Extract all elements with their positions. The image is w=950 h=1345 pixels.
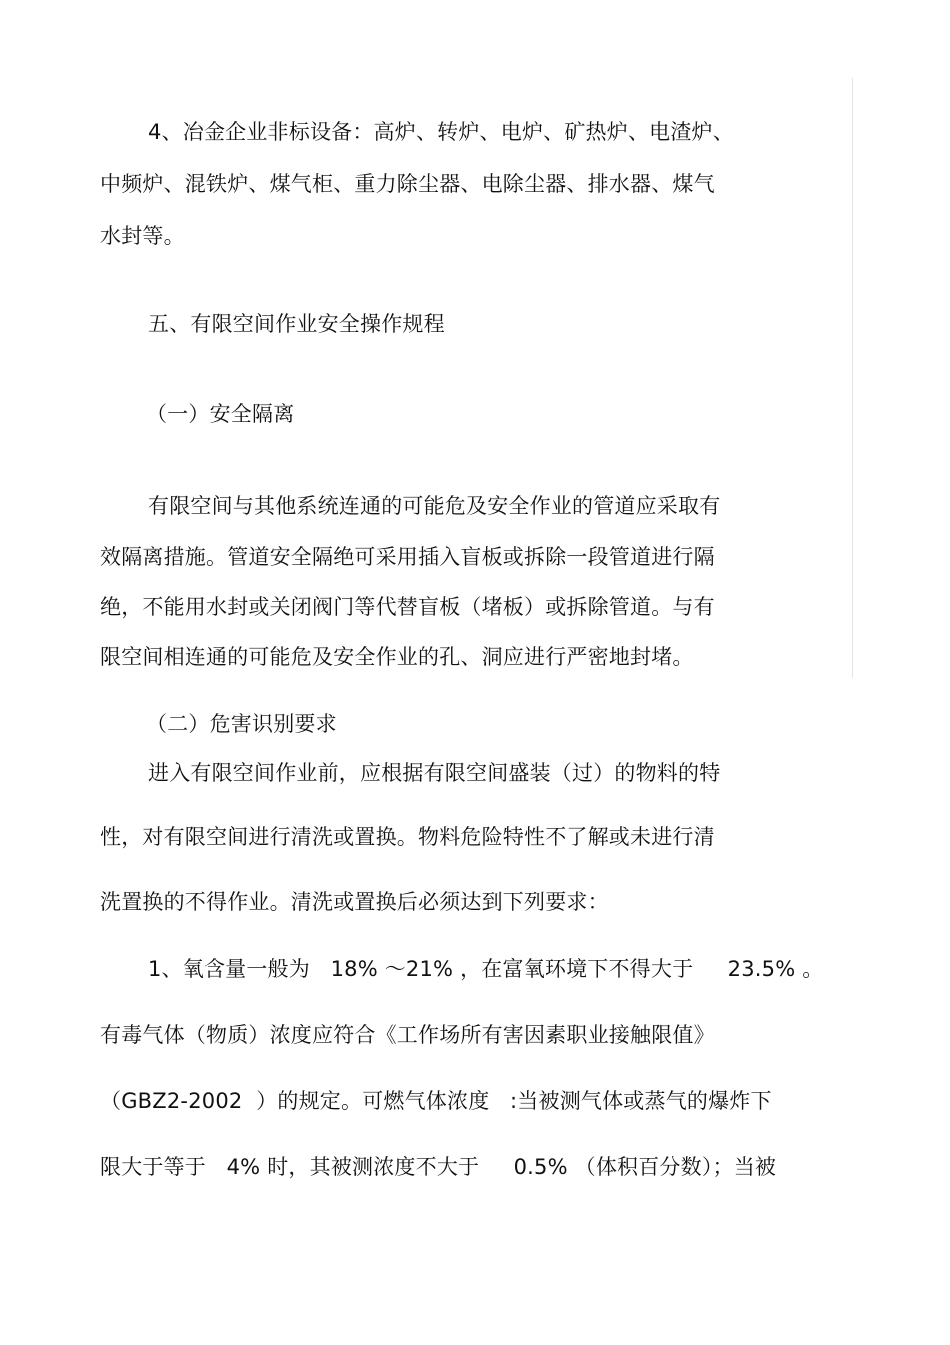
text-line: 限大于等于 4% 时，其被测浓度不大于 0.5% （体积百分数）；当被	[100, 1155, 777, 1179]
text-line: 有限空间与其他系统连通的可能危及安全作业的管道应采取有	[148, 494, 721, 518]
text-line: 有毒气体（物质）浓度应符合《工作场所有害因素职业接触限值》	[100, 1023, 715, 1047]
text-line: （GBZ2-2002 ）的规定。可燃气体浓度 :当被测气体或蒸气的爆炸下	[100, 1089, 772, 1113]
page-edge-divider	[852, 78, 853, 678]
section-heading: 五、有限空间作业安全操作规程	[148, 312, 445, 336]
text-line: 洗置换的不得作业。清洗或置换后必须达到下列要求：	[100, 890, 609, 914]
text-line: 水封等。	[100, 224, 185, 248]
text-line: 性，对有限空间进行清洗或置换。物料危险特性不了解或未进行清	[100, 825, 715, 849]
text-line: 进入有限空间作业前，应根据有限空间盛装（过）的物料的特	[148, 761, 721, 785]
text-line: 限空间相连通的可能危及安全作业的孔、洞应进行严密地封堵。	[100, 645, 694, 669]
subsection-heading: （二）危害识别要求	[146, 712, 337, 736]
text-line: 绝，不能用水封或关闭阀门等代替盲板（堵板）或拆除管道。与有	[100, 595, 715, 619]
text-line: 4、冶金企业非标设备：高炉、转炉、电炉、矿热炉、电渣炉、	[148, 120, 734, 144]
subsection-heading: （一）安全隔离	[146, 402, 295, 426]
text-line: 中频炉、混铁炉、煤气柜、重力除尘器、电除尘器、排水器、煤气	[100, 172, 715, 196]
text-line: 1、氧含量一般为 18% ～21% ，在富氧环境下不得大于 23.5% 。	[148, 957, 824, 981]
text-line: 效隔离措施。管道安全隔绝可采用插入盲板或拆除一段管道进行隔	[100, 545, 715, 569]
